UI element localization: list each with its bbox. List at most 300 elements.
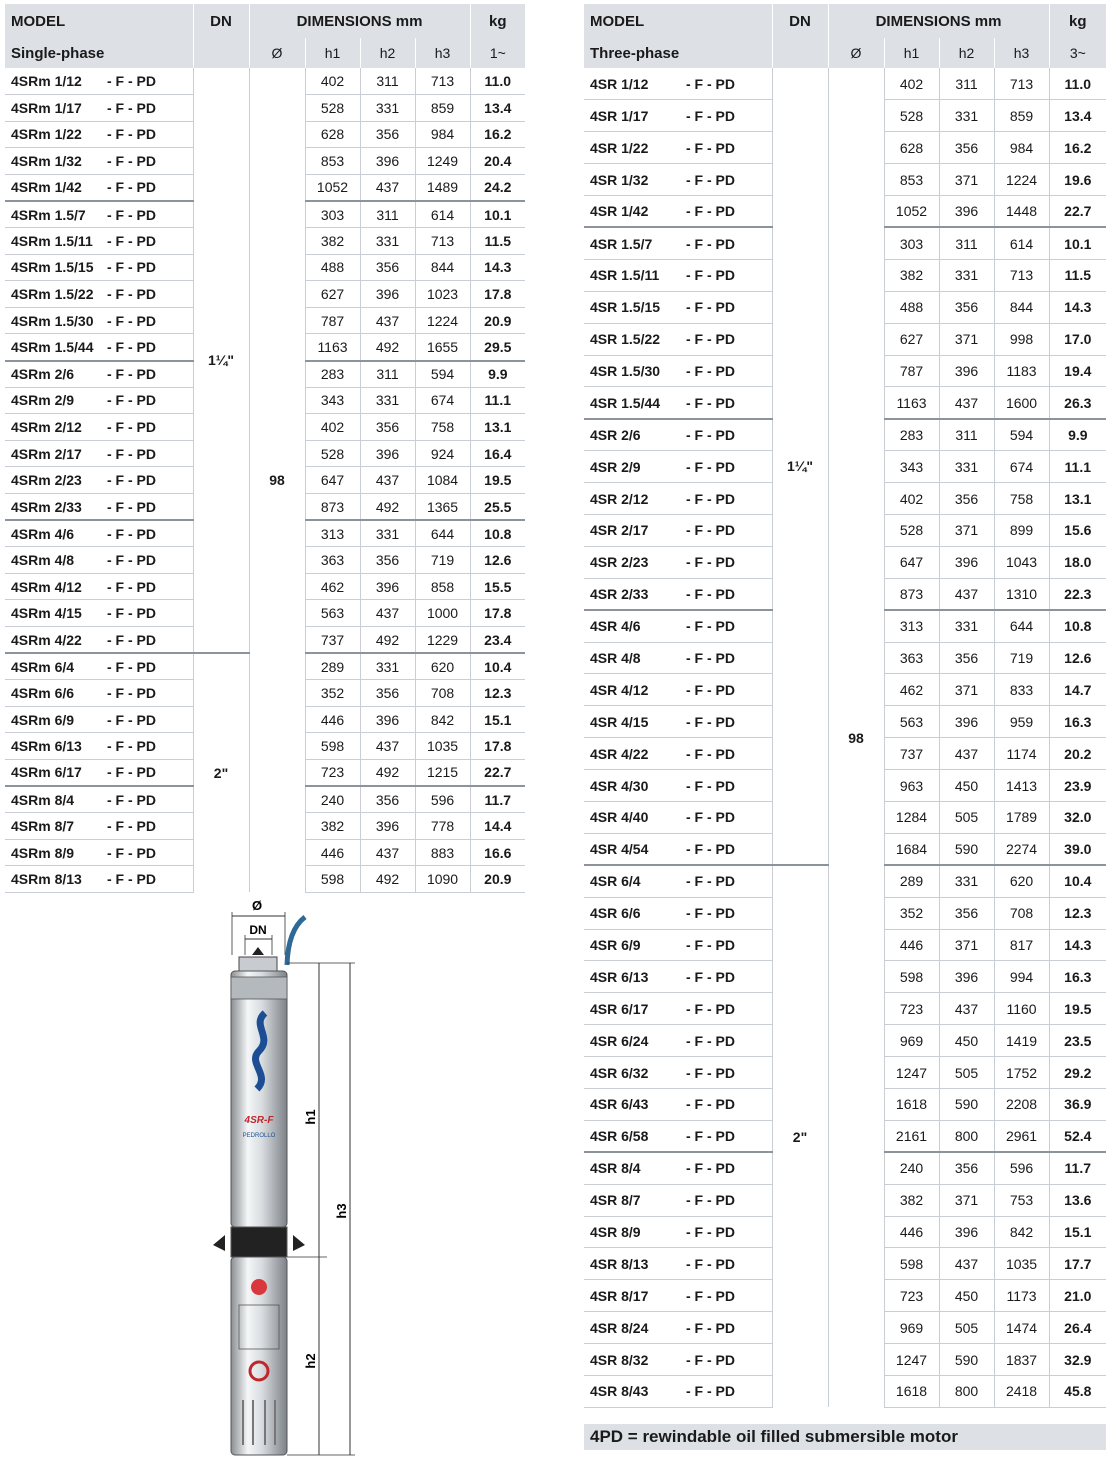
model-cell [5,121,193,148]
kg-cell: 16.2 [1049,132,1106,164]
h1-cell: 289 [884,865,939,897]
model-cell [584,419,772,451]
dn-cell: 2" [193,653,249,892]
h1-cell: 787 [884,355,939,387]
h2-cell: 371 [939,674,994,706]
model-suffix: - F - PD [107,764,156,781]
model-suffix: - F - PD [107,73,156,90]
h3-cell: 994 [994,961,1049,993]
kg-cell: 11.5 [1049,259,1106,291]
h1-label: h1 [303,1109,318,1125]
model-cell [584,706,772,738]
model-name: 4SR 8/17 [590,1287,649,1304]
kg-cell: 12.6 [1049,642,1106,674]
motor-note: 4PD = rewindable oil filled submersible motor [584,1424,1106,1450]
model-cell [5,733,193,760]
diameter-cell: 98 [249,68,305,892]
model-name: 4SR 4/12 [590,681,649,698]
model-name: 4SR 6/9 [590,936,641,953]
kg-cell: 23.4 [470,626,525,653]
h1-cell: 853 [884,164,939,196]
model-name: 4SR 2/6 [590,426,641,443]
h2-cell: 311 [360,361,415,388]
h2-cell: 492 [360,759,415,786]
h1-cell: 343 [305,387,360,414]
h1-cell: 289 [305,653,360,680]
model-cell [584,1057,772,1089]
kg-cell: 11.1 [470,387,525,414]
model-cell [584,1025,772,1057]
model-suffix: - F - PD [686,936,735,953]
h3-cell: 1000 [415,600,470,627]
h2-cell: 356 [360,414,415,441]
model-name: 4SR 1/42 [590,203,649,220]
model-suffix: - F - PD [686,873,735,890]
model-cell [584,1312,772,1344]
model-name: 4SR 8/13 [590,1255,649,1272]
h1-cell: 1618 [884,1089,939,1121]
dn-cell: 1¼" [772,68,828,865]
model-cell [584,514,772,546]
kg-cell: 10.1 [1049,227,1106,259]
h3-cell: 833 [994,674,1049,706]
h2-cell: 396 [939,706,994,738]
h2-cell: 396 [360,148,415,175]
h2-header: h2 [360,38,415,68]
h2-cell: 331 [360,95,415,122]
h1-cell: 343 [884,451,939,483]
model-name: 4SR 1.5/15 [590,299,661,316]
model-cell [5,68,193,95]
h1-cell: 627 [305,281,360,308]
model-name: 4SR 6/17 [590,1000,649,1017]
model-name: 4SR 1.5/11 [590,267,660,284]
model-cell [5,759,193,786]
model-cell [5,307,193,334]
model-cell [5,866,193,893]
kg-cell: 14.7 [1049,674,1106,706]
h1-cell: 446 [305,839,360,866]
model-suffix: - F - PD [107,286,156,303]
h3-cell: 594 [994,419,1049,451]
pump-body [231,971,287,1227]
h3-cell: 644 [415,520,470,547]
h3-cell: 713 [415,228,470,255]
model-name: 4SR 4/8 [590,649,641,666]
h1-cell: 446 [884,929,939,961]
model-name: 4SR 8/32 [590,1351,649,1368]
model-suffix: - F - PD [686,968,735,985]
kg-cell: 29.2 [1049,1057,1106,1089]
model-cell [584,1184,772,1216]
model-suffix: - F - PD [107,658,156,675]
model-cell [584,993,772,1025]
model-cell [584,164,772,196]
h1-cell: 382 [305,813,360,840]
h2-cell: 311 [939,227,994,259]
kg-cell: 24.2 [470,174,525,201]
h1-cell: 737 [305,626,360,653]
model-suffix: - F - PD [686,649,735,666]
h3-cell: 708 [994,897,1049,929]
kg-cell: 20.4 [470,148,525,175]
h1-cell: 969 [884,1312,939,1344]
h2-cell: 356 [360,547,415,574]
h2-cell: 371 [939,929,994,961]
model-suffix: - F - PD [107,844,156,861]
h3-cell: 859 [994,100,1049,132]
phase-header: Three-phase [584,38,772,68]
h3-cell: 719 [994,642,1049,674]
h1-cell: 628 [884,132,939,164]
h3-cell: 844 [415,254,470,281]
unit-header: 1~ [470,38,525,68]
model-name: 4SR 2/23 [590,554,649,571]
model-name: 4SR 2/9 [590,458,641,475]
h1-cell: 363 [884,642,939,674]
h3-cell: 1023 [415,281,470,308]
model-cell [584,68,772,100]
model-cell [584,355,772,387]
kg-header: kg [1049,4,1106,38]
model-name: 4SRm 4/22 [11,631,82,648]
kg-cell: 39.0 [1049,833,1106,865]
h1-cell: 598 [305,866,360,893]
model-cell [5,680,193,707]
model-name: 4SRm 1/22 [11,126,82,143]
h1-cell: 598 [884,961,939,993]
h1-cell: 1684 [884,833,939,865]
kg-cell: 17.8 [470,281,525,308]
h1-cell: 1284 [884,801,939,833]
model-cell [5,281,193,308]
model-name: 4SR 1/22 [590,139,649,156]
h2-cell: 311 [939,419,994,451]
model-suffix: - F - PD [107,419,156,436]
model-cell [5,334,193,361]
h2-cell: 371 [939,323,994,355]
h1-cell: 313 [884,610,939,642]
h1-cell: 528 [305,95,360,122]
kg-cell: 20.2 [1049,738,1106,770]
model-suffix: - F - PD [686,267,735,284]
kg-cell: 10.4 [470,653,525,680]
model-suffix: - F - PD [107,711,156,728]
diameter-cell: 98 [828,68,884,1407]
kg-cell: 16.3 [1049,706,1106,738]
h2-header: h2 [939,38,994,68]
kg-header: kg [470,4,525,38]
kg-cell: 45.8 [1049,1376,1106,1408]
model-cell [584,323,772,355]
model-header: MODEL [5,4,193,38]
model-suffix: - F - PD [686,394,735,411]
h3-cell: 883 [415,839,470,866]
h1-cell: 873 [305,494,360,521]
h2-cell: 492 [360,626,415,653]
model-suffix: - F - PD [107,631,156,648]
model-suffix: - F - PD [107,445,156,462]
model-suffix: - F - PD [107,525,156,542]
h1-cell: 352 [305,680,360,707]
model-name: 4SRm 6/9 [11,711,75,728]
table-row [584,68,1106,100]
model-cell [5,626,193,653]
h1-cell: 627 [884,323,939,355]
model-cell [584,610,772,642]
h2-cell: 492 [360,866,415,893]
h1-cell: 240 [305,786,360,813]
h2-cell: 331 [360,228,415,255]
h1-cell: 737 [884,738,939,770]
dimensions-header: DIMENSIONS mm [828,4,1049,38]
kg-cell: 14.3 [470,254,525,281]
model-name: 4SRm 4/15 [11,605,82,622]
h2-cell: 396 [360,706,415,733]
dn-cell: 2" [772,865,828,1407]
dimensions-header: DIMENSIONS mm [249,4,470,38]
model-suffix: - F - PD [686,75,735,92]
h2-cell: 505 [939,1057,994,1089]
h3-cell: 1310 [994,578,1049,610]
h2-cell: 356 [939,291,994,323]
h2-cell: 437 [360,839,415,866]
model-name: 4SRm 1/32 [11,153,82,170]
kg-cell: 20.9 [470,866,525,893]
model-cell [5,786,193,813]
kg-cell: 16.2 [470,121,525,148]
h3-cell: 1035 [994,1248,1049,1280]
h3-cell: 1365 [415,494,470,521]
h1-cell: 303 [884,227,939,259]
h3-cell: 984 [994,132,1049,164]
kg-cell: 14.3 [1049,929,1106,961]
h3-cell: 842 [415,706,470,733]
h1-cell: 598 [884,1248,939,1280]
h1-cell: 1052 [305,174,360,201]
model-suffix: - F - PD [107,498,156,515]
model-suffix: - F - PD [107,871,156,888]
model-cell [584,132,772,164]
model-suffix: - F - PD [686,585,735,602]
phase-header: Single-phase [5,38,193,68]
h3-header: h3 [415,38,470,68]
model-suffix: - F - PD [686,681,735,698]
h2-cell: 800 [939,1376,994,1408]
h3-cell: 2208 [994,1089,1049,1121]
h2-cell: 331 [939,259,994,291]
kg-cell: 11.7 [1049,1152,1106,1184]
h3-cell: 1183 [994,355,1049,387]
model-suffix: - F - PD [686,522,735,539]
model-suffix: - F - PD [107,206,156,223]
model-cell [5,520,193,547]
kg-cell: 23.9 [1049,770,1106,802]
h3-cell: 1229 [415,626,470,653]
model-suffix: - F - PD [686,1351,735,1368]
model-name: 4SRm 6/4 [11,658,75,675]
kg-cell: 52.4 [1049,1120,1106,1152]
h1-cell: 787 [305,307,360,334]
h2-cell: 437 [360,600,415,627]
model-name: 4SR 1.5/22 [590,331,661,348]
model-cell [5,201,193,228]
h3-cell: 1448 [994,196,1049,228]
model-suffix: - F - PD [686,1064,735,1081]
h1-cell: 352 [884,897,939,929]
model-cell [584,1089,772,1121]
model-suffix: - F - PD [686,1383,735,1400]
h1-cell: 240 [884,1152,939,1184]
h2-cell: 331 [360,653,415,680]
h1-cell: 488 [884,291,939,323]
model-suffix: - F - PD [107,153,156,170]
h1-cell: 283 [305,361,360,388]
kg-cell: 19.5 [1049,993,1106,1025]
model-cell [5,600,193,627]
kg-cell: 21.0 [1049,1280,1106,1312]
h3-cell: 1035 [415,733,470,760]
model-suffix: - F - PD [686,362,735,379]
h3-cell: 596 [994,1152,1049,1184]
h3-cell: 844 [994,291,1049,323]
h2-cell: 492 [360,334,415,361]
h2-cell: 371 [939,164,994,196]
model-name: 4SR 6/32 [590,1064,649,1081]
model-cell [584,451,772,483]
kg-cell: 17.0 [1049,323,1106,355]
model-suffix: - F - PD [107,605,156,622]
model-suffix: - F - PD [686,905,735,922]
h3-cell: 594 [415,361,470,388]
model-name: 4SRm 1/12 [11,73,82,90]
kg-cell: 9.9 [1049,419,1106,451]
model-suffix: - F - PD [686,331,735,348]
h3-cell: 998 [994,323,1049,355]
model-suffix: - F - PD [686,235,735,252]
model-cell [5,228,193,255]
model-cell [5,148,193,175]
kg-cell: 13.6 [1049,1184,1106,1216]
h1-cell: 853 [305,148,360,175]
kg-cell: 13.1 [470,414,525,441]
pump-head [231,977,287,999]
kg-cell: 15.5 [470,573,525,600]
h2-cell: 356 [360,680,415,707]
h3-cell: 1215 [415,759,470,786]
h1-cell: 402 [305,68,360,95]
model-cell [5,387,193,414]
h1-cell: 382 [884,259,939,291]
model-name: 4SR 2/12 [590,490,649,507]
h2-cell: 437 [939,1248,994,1280]
model-name: 4SRm 1.5/22 [11,286,94,303]
h2-cell: 437 [939,738,994,770]
model-name: 4SR 1/17 [590,107,649,124]
model-suffix: - F - PD [686,1192,735,1209]
three-phase-table [584,4,1106,1408]
h2-cell: 590 [939,833,994,865]
kg-cell: 22.3 [1049,578,1106,610]
kg-cell: 26.4 [1049,1312,1106,1344]
model-name: 4SRm 1.5/7 [11,206,86,223]
model-name: 4SRm 8/13 [11,871,82,888]
model-name: 4SRm 8/4 [11,791,75,808]
model-suffix: - F - PD [686,713,735,730]
model-suffix: - F - PD [107,551,156,568]
model-suffix: - F - PD [686,745,735,762]
model-cell [584,196,772,228]
model-suffix: - F - PD [686,1160,735,1177]
h3-cell: 1043 [994,546,1049,578]
model-suffix: - F - PD [686,809,735,826]
model-suffix: - F - PD [686,203,735,220]
model-name: 4SRm 2/6 [11,366,75,383]
h3-cell: 644 [994,610,1049,642]
h3-cell: 1224 [415,307,470,334]
h2-cell: 356 [360,121,415,148]
h3-cell: 713 [994,259,1049,291]
kg-cell: 16.4 [470,440,525,467]
model-name: 4SR 6/58 [590,1128,649,1145]
model-name: 4SR 1/32 [590,171,649,188]
h2-cell: 437 [360,733,415,760]
kg-cell: 22.7 [470,759,525,786]
model-cell [584,642,772,674]
h3-cell: 984 [415,121,470,148]
dn-cell: 1¼" [193,68,249,653]
model-suffix: - F - PD [686,1128,735,1145]
model-name: 4SRm 2/9 [11,392,75,409]
model-name: 4SR 4/30 [590,777,649,794]
model-suffix: - F - PD [107,472,156,489]
model-cell [584,387,772,419]
h1-cell: 446 [305,706,360,733]
kg-cell: 32.9 [1049,1344,1106,1376]
h2-cell: 396 [360,281,415,308]
h3-cell: 1752 [994,1057,1049,1089]
model-cell [584,770,772,802]
h2-cell: 331 [939,100,994,132]
h3-cell: 620 [994,865,1049,897]
h1-cell: 723 [884,1280,939,1312]
h2-cell: 331 [939,610,994,642]
h2-cell: 437 [360,467,415,494]
h3-cell: 719 [415,547,470,574]
kg-cell: 12.6 [470,547,525,574]
model-cell [584,1280,772,1312]
kg-cell: 19.5 [470,467,525,494]
h3-cell: 899 [994,514,1049,546]
h3-label: h3 [334,1203,349,1219]
h3-cell: 713 [994,68,1049,100]
h1-cell: 382 [305,228,360,255]
model-name: 4SRm 6/13 [11,738,82,755]
h3-cell: 596 [415,786,470,813]
h2-cell: 590 [939,1089,994,1121]
diameter-label: Ø [251,898,263,913]
h2-cell: 356 [939,897,994,929]
model-name: 4SR 8/43 [590,1383,649,1400]
h2-cell: 437 [360,307,415,334]
kg-cell: 15.1 [470,706,525,733]
model-name: 4SR 4/22 [590,745,649,762]
model-cell [584,738,772,770]
model-suffix: - F - PD [686,107,735,124]
kg-cell: 11.0 [1049,68,1106,100]
model-name: 4SR 4/15 [590,713,649,730]
model-name: 4SRm 1/42 [11,179,82,196]
